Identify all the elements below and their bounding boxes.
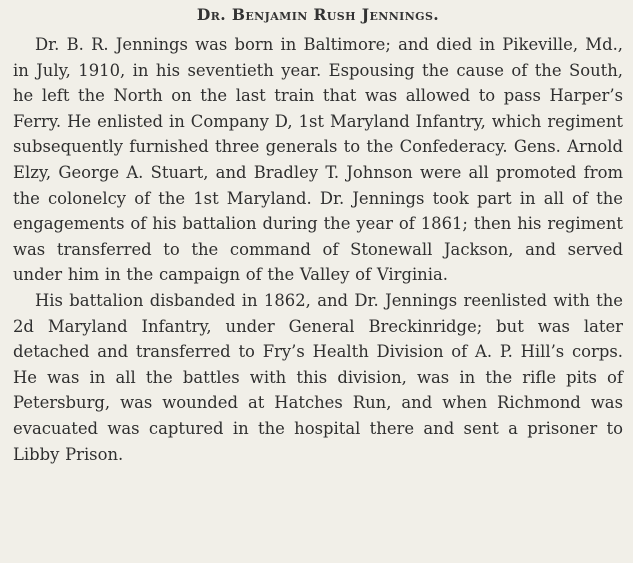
article-paragraph-2: His battalion disbanded in 1862, and Dr. Jennings reenlisted with the 2d Maryland Infantry, under General Breckinridge; but was later detached and transferred to Fry’s Health Division of A. P. Hill’s corps. He was in all the battles with this division, was in the rifle pits of Petersburg, was wounded at Hatches Run, and when Richmond was evacuated was captured in the hospital there and sent a prisoner to Libby Prison.: [13, 290, 623, 464]
article-title: Dr. Benjamin Rush Jennings.: [196, 5, 440, 24]
article-paragraph-1: Dr. B. R. Jennings was born in Baltimore; and died in Pikeville, Md., in July, 1910, in his seventieth year. Espousing the cause of the South, he left the North on the last train that was allowed to pass Harper’s Ferry. He enlisted in Company D, 1st Maryland Infantry, which regiment subsequently furnished three generals to the Confederacy. Gens. Arnold Elzy, George A. Stuart, and Bradley T. Johnson were all promoted from the colonelcy of the 1st Maryland. Dr. Jennings took part in all of the engagements of his battalion during the year of 1861; then his regiment was transferred to the command of Stonewall Jackson, and served under him in the campaign of the Valley of Virginia.: [13, 35, 623, 285]
